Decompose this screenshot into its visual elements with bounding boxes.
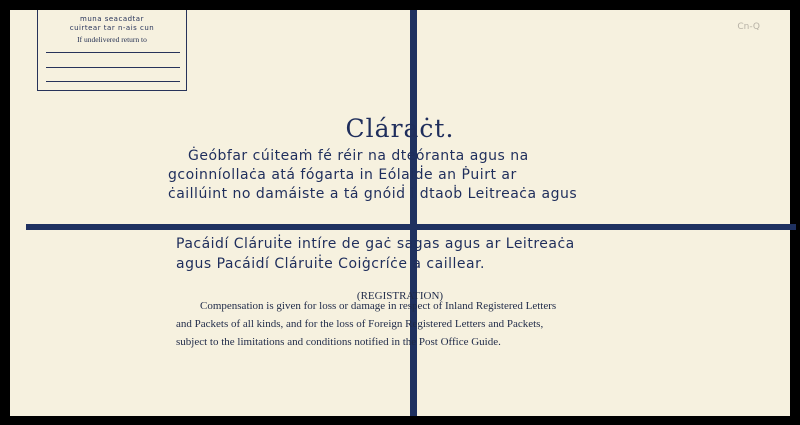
irish-packets-line-1: Pacáidí Cláruiṫe intíre de gaċ sagas agus ar Leitreaċa [176,236,575,252]
address-rule-3 [46,81,180,82]
return-box-irish-line-2: cuirtear tar n-ais cun [69,24,155,32]
return-box-english-line: If undelivered return to [77,35,147,44]
envelope-title: Cláraċt. [345,114,455,143]
irish-notice-line-3: ċaillúint no damáiste a tá gnóiḋ i dtaoḃ Leitreaċa agus [168,186,578,202]
address-rule-2 [46,67,180,68]
english-notice-line-3: subject to the limitations and conditions notified in the Post Office Guide. [176,336,501,348]
address-rule-1 [46,52,180,53]
irish-notice-line-1: Ġeóbfar cúiteaṁ fé réir na dteóranta agus na [188,148,529,164]
corner-pencil-mark: Cn-Q [737,22,760,32]
registered-envelope [10,10,790,416]
irish-notice-line-2: gcoinníollaċa atá fógarta in Eólaiḋe an Ṗuirt ar [168,167,517,183]
english-notice-line-1: Compensation is given for loss or damage in respect of Inland Registered Letters [200,300,557,312]
vertical-registration-band [410,10,417,416]
english-notice-line-2: and Packets of all kinds, and for the loss of Foreign Registered Letters and Packets, [176,318,544,330]
irish-packets-line-2: agus Pacáidí Cláruiṫe Coiġcríċe a caillear. [176,256,485,272]
registration-label: (REGISTRATION) [356,290,444,302]
return-box-irish-line-1: muna seacadtar [80,15,144,23]
return-address-box [37,10,187,91]
